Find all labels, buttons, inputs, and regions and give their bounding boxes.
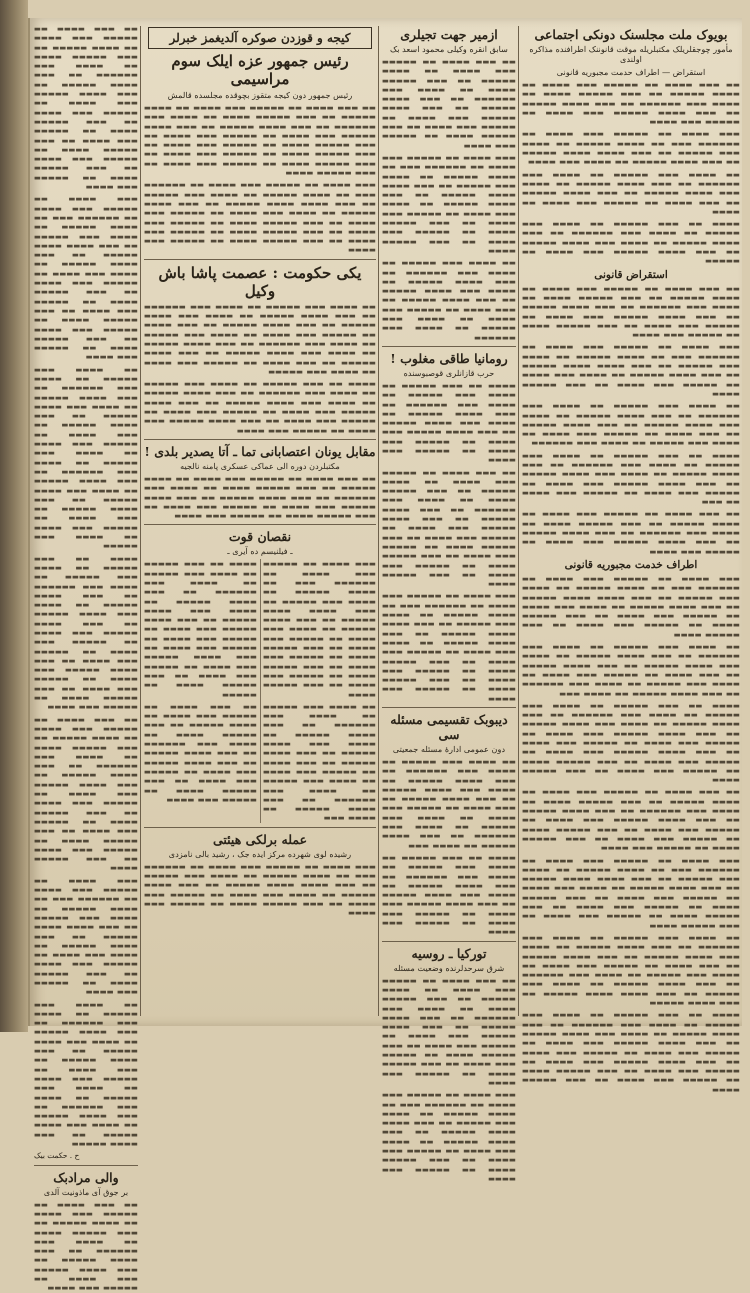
- article-body: ▬▬ ▬▬▬ ▬▬▬▬ ▬▬ ▬▬▬▬▬ ▬▬▬ ▬▬▬▬ ▬▬ ▬▬▬▬ ▬▬▬▬▬ ▬▬ ▬▬▬ ▬▬▬▬▬ ▬▬▬▬ ▬▬ ▬▬▬▬ ▬▬▬ ▬▬▬▬▬▬ ▬▬ ▬▬▬ ▬▬▬▬ ▬▬▬▬▬ ▬▬ ▬▬▬ ▬▬▬▬ ▬▬▬▬▬ ▬▬▬ ▬▬▬▬ ▬▬ ▬▬▬▬▬ ▬▬▬ ▬▬▬▬: [34, 1199, 138, 1293]
- column-left: [34, 24, 138, 1293]
- divider: [382, 346, 516, 347]
- column-rule: [518, 26, 519, 1016]
- headline-workers-union: عمله برلکی هیئتی: [212, 831, 308, 847]
- divider: [34, 1165, 138, 1166]
- nameplate-box: کیجه و قوزدن صوکره آلدیغمز خبرلر: [148, 27, 372, 49]
- headline-turkey-russia: تورکیا ـ روسیه: [411, 945, 487, 961]
- column-rule: [140, 26, 141, 1016]
- book-binding: [0, 0, 28, 1032]
- headline-assembly: بویوک ملت مجلسنک دونکی اجتماعی: [534, 27, 728, 42]
- divider: [382, 707, 516, 708]
- subheadline-greek-strike: مکتبلردن دوره الی عماکی عسکری پامنه نالجیه: [180, 460, 340, 471]
- article-body: ▬▬ ▬▬▬ ▬▬▬▬ ▬▬ ▬▬▬▬▬ ▬▬▬ ▬▬▬▬ ▬▬ ▬▬▬▬ ▬▬▬▬▬ ▬▬ ▬▬▬ ▬▬▬▬▬ ▬▬▬▬ ▬▬ ▬▬▬▬ ▬▬▬ ▬▬▬▬▬▬ ▬▬ ▬▬▬ ▬▬▬▬ ▬▬▬▬▬ ▬▬ ▬▬▬ ▬▬▬▬ ▬▬▬▬▬ ▬▬▬ ▬▬▬▬ ▬▬ ▬▬▬▬▬ ▬▬▬ ▬▬▬▬ ▬▬ ▬▬▬ ▬▬▬▬▬ ▬▬▬▬ ▬▬ ▬▬▬▬▬ ▬▬▬ ▬▬▬▬ ▬▬ ▬▬▬ ▬▬▬▬▬ ▬▬▬▬ ▬▬ ▬▬▬▬▬ ▬▬▬ ▬▬▬▬ ▬▬ ▬▬▬ ▬▬▬▬▬ ▬▬▬▬ ▬▬ ▬▬▬▬▬ ▬▬▬ ▬▬▬▬ ▬▬▬ ▬▬▬▬ ▬▬ ▬▬▬▬▬ ▬▬▬ ▬▬▬▬ ▬▬ ▬▬▬▬▬▬ ▬▬▬ ▬▬ ▬▬▬▬ ▬▬▬▬▬ ▬▬ ▬▬▬▬ ▬▬▬ ▬▬▬▬▬ ▬▬ ▬▬▬ ▬▬▬▬ ▬▬▬▬ ▬▬▬▬▬ ▬▬ ▬▬▬ ▬▬▬▬ ▬▬▬▬▬ ▬▬ ▬▬▬▬ ▬▬▬ ▬▬▬▬ ▬▬ ▬▬▬▬▬ ▬▬▬ ▬▬▬▬ ▬▬ ▬▬▬ ▬▬▬▬▬ ▬▬▬▬ ▬▬ ▬▬▬▬▬ ▬▬▬ ▬▬▬▬ ▬▬ ▬▬▬ ▬▬▬▬▬ ▬▬▬▬ ▬▬ ▬▬▬▬▬ ▬▬▬ ▬▬▬▬ ▬▬ ▬▬▬ ▬▬▬▬▬ ▬▬▬▬ ▬▬ ▬▬▬▬▬ ▬▬▬ ▬▬▬▬ ▬▬ ▬▬▬▬ ▬▬▬ ▬▬▬▬▬ ▬▬ ▬▬▬▬ ▬▬▬ ▬▬▬▬▬▬ ▬▬ ▬▬▬ ▬▬▬▬ ▬▬▬▬▬ ▬▬ ▬▬▬▬ ▬▬▬ ▬▬▬▬ ▬▬▬▬▬ ▬▬ ▬▬▬ ▬▬▬▬ ▬▬▬▬▬ ▬▬ ▬▬▬ ▬▬▬▬ ▬▬ ▬▬▬▬▬ ▬▬▬ ▬▬▬▬ ▬▬ ▬▬▬▬ ▬▬▬ ▬▬▬▬▬ ▬▬ ▬▬▬▬ ▬▬▬ ▬▬▬▬▬▬ ▬▬ ▬▬▬ ▬▬▬▬ ▬▬▬▬▬ ▬▬ ▬▬▬▬ ▬▬▬ ▬▬▬▬ ▬▬▬▬▬ ▬▬ ▬▬▬ ▬▬▬▬ ▬▬▬▬▬ ▬▬ ▬▬▬ ▬▬▬▬ ▬▬ ▬▬▬▬▬ ▬▬▬ ▬▬▬▬ ▬▬ ▬▬▬▬ ▬▬▬ ▬▬▬▬▬ ▬▬▬▬ ▬▬ ▬▬▬ ▬▬▬▬▬ ▬▬ ▬▬▬▬ ▬▬▬ ▬▬▬▬▬ ▬▬ ▬▬▬▬ ▬▬▬ ▬▬▬▬▬▬ ▬▬ ▬▬▬ ▬▬▬▬ ▬▬▬▬▬ ▬▬ ▬▬▬▬ ▬▬▬ ▬▬▬▬ ▬▬▬▬▬ ▬▬ ▬▬▬ ▬▬▬▬ ▬▬▬▬▬ ▬▬▬ ▬▬▬▬ ▬▬ ▬▬▬▬▬ ▬▬▬ ▬▬▬▬ ▬▬ ▬▬▬▬▬ ▬▬▬ ▬▬▬▬ ▬▬ ▬▬▬ ▬▬▬▬ ▬▬▬▬▬ ▬▬▬ ▬▬▬▬ ▬▬ ▬▬▬▬▬ ▬▬▬ ▬▬▬▬ ▬▬ ▬▬▬ ▬▬▬▬▬ ▬▬▬▬ ▬▬ ▬▬▬▬▬ ▬▬▬ ▬▬▬▬ ▬▬ ▬▬▬ ▬▬▬▬ ▬▬ ▬▬▬▬▬ ▬▬▬ ▬▬▬▬ ▬▬ ▬▬▬▬ ▬▬▬▬▬ ▬▬ ▬▬▬ ▬▬▬▬▬ ▬▬▬▬ ▬▬ ▬▬▬▬ ▬▬▬ ▬▬▬▬▬▬ ▬▬ ▬▬▬ ▬▬▬▬ ▬▬▬▬▬ ▬▬ ▬▬▬ ▬▬▬▬ ▬▬▬▬▬ ▬▬▬ ▬▬▬▬ ▬▬ ▬▬▬▬▬ ▬▬▬ ▬▬▬▬ ▬▬ ▬▬▬ ▬▬▬▬▬ ▬▬▬▬ ▬▬ ▬▬▬▬▬ ▬▬▬ ▬▬▬▬ ▬▬ ▬▬▬ ▬▬▬▬▬ ▬▬▬▬ ▬▬ ▬▬▬▬▬ ▬▬▬ ▬▬▬▬ ▬▬ ▬▬▬ ▬▬▬▬▬ ▬▬▬▬ ▬▬▬ ▬▬▬▬ ▬▬ ▬▬▬▬▬ ▬▬▬ ▬▬▬▬ ▬▬ ▬▬▬▬▬▬ ▬▬▬ ▬▬ ▬▬▬▬ ▬▬▬▬▬ ▬▬ ▬▬▬▬ ▬▬▬ ▬▬▬▬▬ ▬▬ ▬▬▬ ▬▬▬▬ ▬▬▬▬ ▬▬▬▬▬ ▬▬ ▬▬▬ ▬▬▬▬ ▬▬▬▬▬ ▬▬ ▬▬▬▬ ▬▬▬ ▬▬▬▬ ▬▬ ▬▬▬▬▬ ▬▬▬ ▬▬▬▬ ▬▬ ▬▬▬ ▬▬▬▬▬ ▬▬▬▬ ▬▬ ▬▬▬▬▬ ▬▬▬ ▬▬▬▬ ▬▬ ▬▬▬▬ ▬▬▬ ▬▬▬▬▬ ▬▬ ▬▬▬▬ ▬▬▬ ▬▬▬▬▬▬ ▬▬ ▬▬▬ ▬▬▬▬ ▬▬▬▬▬ ▬▬ ▬▬▬▬ ▬▬▬ ▬▬▬▬ ▬▬▬▬▬ ▬▬ ▬▬▬ ▬▬▬▬ ▬▬▬▬▬ ▬▬ ▬▬▬ ▬▬▬▬ ▬▬ ▬▬▬▬▬ ▬▬▬ ▬▬▬▬ ▬▬ ▬▬▬▬ ▬▬▬ ▬▬▬▬▬ ▬▬ ▬▬▬▬ ▬▬▬ ▬▬▬▬▬▬ ▬▬ ▬▬▬ ▬▬▬▬ ▬▬▬▬▬ ▬▬ ▬▬▬▬ ▬▬▬ ▬▬▬▬ ▬▬▬▬▬ ▬▬ ▬▬▬ ▬▬▬▬ ▬▬▬▬▬: [34, 24, 138, 1149]
- author-signature: ح . حکمت بیک: [34, 1151, 80, 1161]
- article-body: ▬▬▬ ▬▬▬▬ ▬▬ ▬▬▬▬▬ ▬▬▬ ▬▬▬▬ ▬▬ ▬▬▬▬▬▬ ▬▬▬ ▬▬ ▬▬▬▬ ▬▬▬▬▬ ▬▬ ▬▬▬▬ ▬▬▬ ▬▬▬▬▬ ▬▬ ▬▬▬ ▬▬▬▬ ▬▬▬▬ ▬▬▬▬▬ ▬▬ ▬▬▬ ▬▬▬▬ ▬▬▬▬▬ ▬▬ ▬▬▬▬ ▬▬▬ ▬▬▬▬ ▬▬ ▬▬▬▬▬ ▬▬▬ ▬▬▬▬ ▬▬ ▬▬▬ ▬▬▬▬▬ ▬▬▬▬ ▬▬ ▬▬▬▬▬ ▬▬▬ ▬▬▬▬ ▬▬ ▬▬▬ ▬▬▬▬▬ ▬▬▬▬ ▬▬ ▬▬▬▬ ▬▬▬ ▬▬▬▬▬ ▬▬ ▬▬▬▬ ▬▬▬ ▬▬▬▬▬▬ ▬▬ ▬▬▬ ▬▬▬▬ ▬▬▬▬▬ ▬▬ ▬▬▬▬ ▬▬▬ ▬▬▬▬ ▬▬▬▬▬ ▬▬ ▬▬▬ ▬▬▬▬ ▬▬▬▬▬ ▬▬ ▬▬▬ ▬▬▬▬ ▬▬ ▬▬▬▬▬ ▬▬▬ ▬▬▬▬ ▬▬ ▬▬▬▬ ▬▬▬ ▬▬▬▬▬ ▬▬ ▬▬▬▬ ▬▬▬ ▬▬▬▬▬▬ ▬▬ ▬▬▬ ▬▬▬▬ ▬▬▬▬▬ ▬▬ ▬▬▬▬ ▬▬▬ ▬▬▬▬ ▬▬ ▬▬▬ ▬▬▬▬▬ ▬▬ ▬▬▬▬ ▬▬▬ ▬▬▬▬▬ ▬▬ ▬▬▬▬ ▬▬▬ ▬▬▬▬▬▬ ▬▬ ▬▬▬ ▬▬▬▬ ▬▬▬▬▬ ▬▬ ▬▬▬▬ ▬▬▬ ▬▬▬▬ ▬▬▬▬▬ ▬▬ ▬▬▬ ▬▬▬▬ ▬▬▬▬▬ ▬▬▬ ▬▬▬▬ ▬▬ ▬▬▬▬▬ ▬▬▬ ▬▬▬▬ ▬▬ ▬▬▬▬▬ ▬▬▬ ▬▬▬▬ ▬▬ ▬▬▬ ▬▬▬▬ ▬▬▬▬▬ ▬▬▬ ▬▬▬▬ ▬▬ ▬▬▬▬▬ ▬▬▬ ▬▬▬▬ ▬▬ ▬▬▬ ▬▬▬▬▬ ▬▬▬▬ ▬▬ ▬▬▬▬▬ ▬▬▬ ▬▬▬▬ ▬▬ ▬▬▬ ▬▬▬▬▬ ▬▬▬▬ ▬▬ ▬▬▬ ▬▬▬▬ ▬▬ ▬▬▬▬▬ ▬▬▬ ▬▬▬▬ ▬▬ ▬▬▬▬ ▬▬▬▬▬ ▬▬ ▬▬▬ ▬▬▬▬▬ ▬▬▬▬ ▬▬ ▬▬▬▬ ▬▬▬ ▬▬▬▬▬▬ ▬▬ ▬▬▬ ▬▬▬▬ ▬▬▬▬▬ ▬▬ ▬▬▬ ▬▬▬▬ ▬▬▬▬▬ ▬▬▬ ▬▬▬▬ ▬▬ ▬▬▬▬▬ ▬▬▬ ▬▬▬▬ ▬▬ ▬▬▬ ▬▬▬▬▬ ▬▬▬▬ ▬▬ ▬▬▬▬▬ ▬▬▬ ▬▬▬▬ ▬▬ ▬▬▬ ▬▬▬▬▬ ▬▬▬▬ ▬▬ ▬▬▬▬▬ ▬▬▬ ▬▬▬▬ ▬▬▬ ▬▬▬▬ ▬▬ ▬▬▬▬▬ ▬▬▬ ▬▬▬▬ ▬▬ ▬▬▬▬▬▬ ▬▬▬ ▬▬ ▬▬▬▬ ▬▬▬▬▬ ▬▬ ▬▬▬▬ ▬▬▬ ▬▬▬▬▬ ▬▬ ▬▬▬ ▬▬▬▬ ▬▬▬▬ ▬▬▬▬▬ ▬▬ ▬▬▬ ▬▬▬▬ ▬▬▬▬▬ ▬▬ ▬▬▬▬ ▬▬▬ ▬▬▬▬ ▬▬ ▬▬▬▬▬ ▬▬▬ ▬▬▬▬ ▬▬ ▬▬▬ ▬▬▬▬▬ ▬▬▬▬ ▬▬ ▬▬▬▬▬ ▬▬▬ ▬▬▬▬ ▬▬ ▬▬▬ ▬▬▬▬▬ ▬▬▬▬ ▬▬ ▬▬▬▬▬ ▬▬▬ ▬▬▬▬ ▬▬ ▬▬▬ ▬▬▬▬▬ ▬▬▬▬ ▬▬ ▬▬▬▬ ▬▬▬ ▬▬▬▬▬ ▬▬ ▬▬▬▬ ▬▬▬ ▬▬▬▬▬▬ ▬▬ ▬▬▬ ▬▬▬▬ ▬▬▬▬▬ ▬▬ ▬▬▬▬ ▬▬▬ ▬▬▬▬ ▬▬▬▬▬ ▬▬ ▬▬▬ ▬▬▬▬ ▬▬▬▬▬ ▬▬ ▬▬▬ ▬▬▬▬ ▬▬ ▬▬▬▬▬ ▬▬▬ ▬▬▬▬ ▬▬ ▬▬▬▬ ▬▬▬ ▬▬▬▬▬ ▬▬ ▬▬▬▬ ▬▬▬ ▬▬▬▬▬▬ ▬▬ ▬▬▬ ▬▬▬▬ ▬▬▬▬▬ ▬▬ ▬▬▬▬ ▬▬▬ ▬▬▬▬▬ ▬▬ ▬▬▬ ▬▬▬▬ ▬▬▬▬ ▬▬▬▬▬ ▬▬ ▬▬▬ ▬▬▬▬ ▬▬▬▬▬ ▬▬▬▬ ▬▬ ▬▬▬ ▬▬▬▬▬ ▬▬ ▬▬▬▬ ▬▬▬ ▬▬▬▬▬ ▬▬ ▬▬▬▬ ▬▬▬ ▬▬▬▬▬▬ ▬▬ ▬▬▬ ▬▬▬▬ ▬▬▬▬▬ ▬▬ ▬▬▬▬ ▬▬▬ ▬▬▬▬ ▬▬▬▬▬ ▬▬ ▬▬▬ ▬▬▬▬ ▬▬▬▬▬ ▬▬▬ ▬▬▬▬ ▬▬ ▬▬▬▬▬ ▬▬▬ ▬▬▬▬ ▬▬ ▬▬▬▬▬ ▬▬▬ ▬▬▬▬ ▬▬ ▬▬▬ ▬▬▬▬ ▬▬▬▬▬ ▬▬▬ ▬▬▬▬ ▬▬ ▬▬▬▬▬ ▬▬▬ ▬▬▬▬ ▬▬ ▬▬▬ ▬▬▬▬▬ ▬▬▬▬ ▬▬ ▬▬▬▬▬ ▬▬▬ ▬▬▬▬ ▬▬ ▬▬▬ ▬▬▬▬▬ ▬▬▬▬: [522, 573, 740, 1094]
- section-heading: اطراف خدمت مجبوریه قانونی: [564, 558, 698, 571]
- article-body: ▬▬ ▬▬▬ ▬▬▬▬ ▬▬ ▬▬▬▬▬ ▬▬▬ ▬▬▬▬ ▬▬ ▬▬▬▬ ▬▬▬▬▬ ▬▬ ▬▬▬ ▬▬▬▬▬ ▬▬▬▬ ▬▬ ▬▬▬▬ ▬▬▬ ▬▬▬▬▬▬ ▬▬ ▬▬▬ ▬▬▬▬ ▬▬▬▬▬ ▬▬ ▬▬▬ ▬▬▬▬ ▬▬▬▬▬ ▬▬▬ ▬▬▬▬ ▬▬ ▬▬▬▬▬ ▬▬▬ ▬▬▬▬ ▬▬ ▬▬▬ ▬▬▬▬▬ ▬▬▬▬ ▬▬ ▬▬▬▬▬ ▬▬▬ ▬▬▬▬ ▬▬ ▬▬▬ ▬▬▬▬▬ ▬▬▬▬ ▬▬ ▬▬▬▬▬ ▬▬▬ ▬▬▬▬ ▬▬ ▬▬▬ ▬▬▬▬▬ ▬▬▬▬ ▬▬ ▬▬▬▬▬ ▬▬▬ ▬▬▬▬ ▬▬ ▬▬▬ ▬▬▬▬▬ ▬▬▬▬ ▬▬▬ ▬▬▬▬ ▬▬ ▬▬▬▬▬ ▬▬▬ ▬▬▬▬ ▬▬ ▬▬▬▬▬▬ ▬▬▬ ▬▬ ▬▬▬▬ ▬▬▬▬▬ ▬▬ ▬▬▬▬ ▬▬▬ ▬▬▬▬▬ ▬▬ ▬▬▬ ▬▬▬▬ ▬▬▬▬ ▬▬▬▬▬ ▬▬ ▬▬▬ ▬▬▬▬ ▬▬▬▬▬ ▬▬ ▬▬▬▬ ▬▬▬ ▬▬▬▬ ▬▬ ▬▬▬▬▬ ▬▬▬ ▬▬▬▬ ▬▬ ▬▬▬ ▬▬▬▬▬ ▬▬▬▬ ▬▬ ▬▬▬▬▬ ▬▬▬ ▬▬▬▬ ▬▬ ▬▬▬ ▬▬▬▬▬ ▬▬▬▬ ▬▬ ▬▬▬▬▬ ▬▬▬ ▬▬▬▬ ▬▬ ▬▬▬ ▬▬▬▬▬ ▬▬▬▬ ▬▬ ▬▬▬▬▬ ▬▬▬ ▬▬▬▬: [144, 103, 376, 255]
- article-body: ▬▬▬▬ ▬▬ ▬▬▬ ▬▬▬▬▬ ▬▬ ▬▬▬▬ ▬▬▬ ▬▬▬▬▬ ▬▬ ▬▬▬▬ ▬▬▬ ▬▬▬▬▬▬ ▬▬ ▬▬▬ ▬▬▬▬ ▬▬▬▬▬ ▬▬ ▬▬▬▬ ▬▬▬ ▬▬▬▬ ▬▬▬▬▬ ▬▬ ▬▬▬ ▬▬▬▬ ▬▬▬▬▬ ▬▬▬ ▬▬▬▬ ▬▬ ▬▬▬▬▬ ▬▬▬ ▬▬▬▬ ▬▬ ▬▬▬▬▬ ▬▬▬ ▬▬▬▬ ▬▬ ▬▬▬ ▬▬▬▬ ▬▬ ▬▬▬▬▬ ▬▬▬ ▬▬▬▬ ▬▬ ▬▬▬▬ ▬▬▬▬▬ ▬▬ ▬▬▬ ▬▬▬▬▬ ▬▬▬▬ ▬▬ ▬▬▬▬ ▬▬▬ ▬▬▬▬▬▬ ▬▬ ▬▬▬ ▬▬▬▬ ▬▬▬▬▬ ▬▬ ▬▬▬ ▬▬▬▬ ▬▬▬▬▬ ▬▬▬ ▬▬▬▬ ▬▬ ▬▬▬▬▬ ▬▬▬ ▬▬▬▬ ▬▬ ▬▬▬ ▬▬▬▬▬ ▬▬▬▬ ▬▬ ▬▬▬▬▬ ▬▬▬ ▬▬▬▬ ▬▬ ▬▬▬ ▬▬▬▬▬ ▬▬▬▬ ▬▬ ▬▬▬▬▬ ▬▬▬ ▬▬▬▬ ▬▬ ▬▬▬ ▬▬▬▬▬ ▬▬▬▬ ▬▬▬ ▬▬▬▬ ▬▬ ▬▬▬▬▬ ▬▬▬ ▬▬▬▬ ▬▬ ▬▬▬▬▬▬ ▬▬▬ ▬▬ ▬▬▬▬ ▬▬▬▬▬ ▬▬ ▬▬▬▬ ▬▬▬ ▬▬▬▬▬ ▬▬ ▬▬▬ ▬▬▬▬ ▬▬▬▬ ▬▬▬▬▬ ▬▬ ▬▬▬ ▬▬▬▬ ▬▬▬▬▬ ▬▬ ▬▬▬▬ ▬▬▬ ▬▬▬▬ ▬▬ ▬▬▬▬▬ ▬▬▬ ▬▬▬▬ ▬▬ ▬▬▬ ▬▬▬▬▬ ▬▬▬▬ ▬▬ ▬▬▬▬▬ ▬▬▬ ▬▬▬▬ ▬▬ ▬▬▬ ▬▬▬▬▬ ▬▬▬▬ ▬▬ ▬▬▬▬▬ ▬▬▬ ▬▬▬▬: [382, 380, 516, 703]
- headline-lack-of-power: نقصان قوت: [228, 529, 292, 545]
- column-center-left: [144, 24, 376, 1024]
- headline-government: یکی حکومت : عصمت پاشا باش وکیل: [158, 263, 362, 300]
- article-body: ▬▬ ▬▬▬ ▬▬▬▬ ▬▬ ▬▬▬▬▬ ▬▬▬ ▬▬▬▬ ▬▬ ▬▬▬▬ ▬▬▬▬▬ ▬▬ ▬▬▬ ▬▬▬▬▬ ▬▬▬▬ ▬▬ ▬▬▬▬ ▬▬▬ ▬▬▬▬▬▬ ▬▬ ▬▬▬ ▬▬▬▬ ▬▬▬▬▬ ▬▬ ▬▬▬ ▬▬▬▬ ▬▬▬▬▬ ▬▬▬ ▬▬▬▬ ▬▬ ▬▬▬▬▬ ▬▬▬ ▬▬▬▬ ▬▬ ▬▬▬ ▬▬▬▬▬ ▬▬▬▬ ▬▬ ▬▬▬▬▬ ▬▬▬ ▬▬▬▬ ▬▬▬ ▬▬▬▬ ▬▬ ▬▬▬▬▬ ▬▬▬ ▬▬▬▬ ▬▬ ▬▬▬▬▬▬ ▬▬▬ ▬▬ ▬▬▬▬ ▬▬▬▬▬ ▬▬ ▬▬▬▬ ▬▬▬ ▬▬▬▬▬ ▬▬ ▬▬▬ ▬▬▬▬ ▬▬▬▬ ▬▬▬▬▬ ▬▬ ▬▬▬ ▬▬▬▬ ▬▬▬▬▬ ▬▬ ▬▬▬▬ ▬▬▬ ▬▬▬▬ ▬▬ ▬▬▬▬▬ ▬▬▬ ▬▬▬▬ ▬▬ ▬▬▬ ▬▬▬▬▬ ▬▬▬▬ ▬▬ ▬▬▬▬▬ ▬▬▬ ▬▬▬▬ ▬▬ ▬▬▬ ▬▬▬▬▬ ▬▬▬▬ ▬▬ ▬▬▬▬ ▬▬▬ ▬▬▬▬▬ ▬▬ ▬▬▬▬ ▬▬▬ ▬▬▬▬▬▬ ▬▬ ▬▬▬ ▬▬▬▬ ▬▬▬▬▬ ▬▬ ▬▬▬▬ ▬▬▬ ▬▬▬▬ ▬▬▬▬▬ ▬▬ ▬▬▬ ▬▬▬▬ ▬▬▬▬▬ ▬▬ ▬▬▬ ▬▬▬▬ ▬▬ ▬▬▬▬▬ ▬▬▬ ▬▬▬▬ ▬▬ ▬▬▬▬ ▬▬▬ ▬▬▬▬▬ ▬▬ ▬▬▬▬ ▬▬▬ ▬▬▬▬▬▬: [382, 57, 516, 342]
- article-body: ▬▬ ▬▬▬ ▬▬▬▬ ▬▬ ▬▬▬▬▬ ▬▬▬ ▬▬▬▬ ▬▬ ▬▬▬▬ ▬▬▬▬▬ ▬▬ ▬▬▬ ▬▬▬▬▬ ▬▬▬▬ ▬▬ ▬▬▬▬ ▬▬▬ ▬▬▬▬▬▬ ▬▬ ▬▬▬ ▬▬▬▬ ▬▬▬▬▬ ▬▬ ▬▬▬ ▬▬▬▬ ▬▬▬▬▬ ▬▬▬ ▬▬▬▬ ▬▬ ▬▬▬▬▬ ▬▬▬ ▬▬▬▬ ▬▬▬ ▬▬▬▬ ▬▬ ▬▬▬▬▬ ▬▬▬ ▬▬▬▬ ▬▬ ▬▬▬▬▬▬ ▬▬▬ ▬▬ ▬▬▬▬ ▬▬▬▬▬ ▬▬ ▬▬▬▬ ▬▬▬ ▬▬▬▬▬ ▬▬ ▬▬▬ ▬▬▬▬ ▬▬▬▬ ▬▬▬▬▬ ▬▬ ▬▬▬ ▬▬▬▬ ▬▬▬▬▬ ▬▬ ▬▬▬▬ ▬▬▬ ▬▬▬▬ ▬▬ ▬▬▬▬ ▬▬▬ ▬▬▬▬▬ ▬▬ ▬▬▬▬ ▬▬▬ ▬▬▬▬▬▬ ▬▬ ▬▬▬ ▬▬▬▬ ▬▬▬▬▬ ▬▬ ▬▬▬▬ ▬▬▬ ▬▬▬▬ ▬▬▬▬▬ ▬▬ ▬▬▬ ▬▬▬▬ ▬▬▬▬▬ ▬▬ ▬▬▬ ▬▬▬▬ ▬▬ ▬▬▬▬▬ ▬▬▬ ▬▬▬▬ ▬▬ ▬▬▬▬ ▬▬▬▬ ▬▬ ▬▬▬ ▬▬▬▬▬ ▬▬ ▬▬▬▬ ▬▬▬ ▬▬▬▬▬ ▬▬ ▬▬▬▬ ▬▬▬ ▬▬▬▬▬▬ ▬▬ ▬▬▬ ▬▬▬▬ ▬▬▬▬▬ ▬▬ ▬▬▬▬ ▬▬▬ ▬▬▬▬ ▬▬▬▬▬ ▬▬ ▬▬▬ ▬▬▬▬ ▬▬▬▬▬ ▬▬▬ ▬▬▬▬ ▬▬ ▬▬▬▬▬: [522, 80, 740, 266]
- divider: [144, 259, 376, 260]
- headline-governor: والی مرادبک: [53, 1169, 119, 1185]
- article-body: ▬▬ ▬▬▬ ▬▬▬▬ ▬▬ ▬▬▬▬▬ ▬▬▬ ▬▬▬▬ ▬▬ ▬▬▬▬ ▬▬▬▬▬ ▬▬ ▬▬▬ ▬▬▬▬▬ ▬▬▬▬ ▬▬ ▬▬▬▬ ▬▬▬ ▬▬▬▬▬▬ ▬▬ ▬▬▬ ▬▬▬▬ ▬▬▬▬▬ ▬▬ ▬▬▬ ▬▬▬▬ ▬▬▬▬▬ ▬▬▬ ▬▬▬▬ ▬▬ ▬▬▬▬▬ ▬▬▬ ▬▬▬▬ ▬▬ ▬▬▬ ▬▬▬▬▬ ▬▬▬▬ ▬▬ ▬▬▬▬▬ ▬▬▬ ▬▬▬▬: [144, 473, 376, 521]
- section-heading: استقراض قانونی: [594, 268, 668, 281]
- headline-izmir: ازمیر جهت تجیلری: [400, 27, 498, 42]
- headline-romania: رومانیا طاقی مغلوب !: [390, 350, 508, 366]
- subheadline-dividing: دون عمومی ادارۀ مسئله جمعیتی: [392, 744, 506, 754]
- divider: [382, 941, 516, 942]
- divider: [144, 439, 376, 440]
- article-body: ▬▬ ▬▬▬▬ ▬▬▬ ▬▬▬▬▬ ▬▬ ▬▬▬▬ ▬▬▬ ▬▬▬▬▬▬ ▬▬ ▬▬▬ ▬▬▬▬ ▬▬▬▬▬ ▬▬ ▬▬▬▬ ▬▬▬ ▬▬▬▬ ▬▬▬▬▬ ▬▬ ▬▬▬ ▬▬▬▬ ▬▬▬▬▬ ▬▬ ▬▬▬ ▬▬▬▬ ▬▬ ▬▬▬▬▬ ▬▬▬ ▬▬▬▬ ▬▬ ▬▬▬▬ ▬▬▬ ▬▬▬▬▬ ▬▬ ▬▬▬▬ ▬▬▬ ▬▬▬▬▬▬ ▬▬ ▬▬▬ ▬▬▬▬ ▬▬▬▬▬ ▬▬ ▬▬▬▬ ▬▬▬ ▬▬▬▬ ▬▬▬▬▬ ▬▬ ▬▬▬ ▬▬▬▬ ▬▬▬▬▬ ▬▬ ▬▬▬ ▬▬▬▬ ▬▬ ▬▬▬▬▬ ▬▬▬ ▬▬▬▬ ▬▬ ▬▬▬▬ ▬▬▬ ▬▬▬▬▬ ▬▬▬▬ ▬▬ ▬▬▬ ▬▬▬▬▬ ▬▬ ▬▬▬▬ ▬▬▬ ▬▬▬▬▬ ▬▬ ▬▬▬▬ ▬▬▬ ▬▬▬▬▬▬ ▬▬ ▬▬▬ ▬▬▬▬ ▬▬▬▬▬ ▬▬ ▬▬▬▬ ▬▬▬ ▬▬▬▬ ▬▬▬▬▬ ▬▬ ▬▬▬ ▬▬▬▬ ▬▬▬▬▬ ▬▬▬ ▬▬▬▬ ▬▬ ▬▬▬▬▬ ▬▬▬ ▬▬▬▬ ▬▬ ▬▬▬▬▬ ▬▬▬ ▬▬▬▬ ▬▬ ▬▬▬ ▬▬▬▬ ▬▬▬▬▬ ▬▬▬ ▬▬▬▬ ▬▬ ▬▬▬▬▬ ▬▬▬ ▬▬▬▬: [144, 301, 376, 435]
- divider: [144, 524, 376, 525]
- subheadline-assembly: مأمور چوجقلریلک مکتبلریله موقت قانوننک اطرافنده مذاکره اولندی: [529, 44, 733, 64]
- headline-president: رئیس جمهور عزه ایلک سوم مراسیمی: [171, 52, 349, 88]
- column-right: [522, 24, 740, 1094]
- subheadline-president: رئیس جمهور دون کیجه متقوز بچوقده مجلسده قالمش: [167, 90, 353, 100]
- article-body: ▬▬ ▬▬▬ ▬▬▬▬ ▬▬ ▬▬▬▬▬ ▬▬▬ ▬▬▬▬ ▬▬ ▬▬▬▬ ▬▬▬▬▬ ▬▬ ▬▬▬ ▬▬▬▬▬ ▬▬▬▬ ▬▬ ▬▬▬▬ ▬▬▬ ▬▬▬▬▬▬ ▬▬ ▬▬▬ ▬▬▬▬ ▬▬▬▬▬ ▬▬ ▬▬▬ ▬▬▬▬ ▬▬▬▬▬ ▬▬▬ ▬▬▬▬ ▬▬ ▬▬▬▬▬ ▬▬▬ ▬▬▬▬ ▬▬ ▬▬▬ ▬▬▬▬▬ ▬▬▬▬ ▬▬ ▬▬▬▬▬ ▬▬▬ ▬▬▬▬ ▬▬ ▬▬▬ ▬▬▬▬▬ ▬▬▬▬ ▬▬ ▬▬▬▬▬ ▬▬▬ ▬▬▬▬ ▬▬▬ ▬▬▬▬ ▬▬ ▬▬▬▬▬ ▬▬▬ ▬▬▬▬ ▬▬ ▬▬▬▬▬▬ ▬▬▬ ▬▬ ▬▬▬▬ ▬▬▬▬▬ ▬▬ ▬▬▬▬ ▬▬▬ ▬▬▬▬▬ ▬▬ ▬▬▬ ▬▬▬▬ ▬▬▬▬ ▬▬▬▬▬ ▬▬ ▬▬▬ ▬▬▬▬ ▬▬▬▬▬ ▬▬ ▬▬▬▬ ▬▬▬ ▬▬▬▬ ▬▬ ▬▬▬▬▬ ▬▬▬ ▬▬▬▬ ▬▬ ▬▬▬ ▬▬▬▬▬ ▬▬▬▬ ▬▬ ▬▬▬▬▬ ▬▬▬ ▬▬▬▬: [382, 975, 516, 1183]
- headline-greek-strike: مقابل یونان اعتصابانی تما ـ آتا یصدیر بلدی !: [144, 443, 376, 459]
- subheadline-turkey-russia: شرق سرحدلرنده وضعیت مسئله: [393, 962, 505, 973]
- subheadline-workers-union: رشیده لوی شهرده مرکز ایده جک ، رشید بالی نامزدی: [168, 848, 352, 859]
- article-body: ▬▬ ▬▬▬ ▬▬▬▬ ▬▬ ▬▬▬▬▬ ▬▬▬ ▬▬▬▬ ▬▬ ▬▬▬▬ ▬▬▬▬▬ ▬▬ ▬▬▬ ▬▬▬▬▬ ▬▬▬▬ ▬▬ ▬▬▬▬ ▬▬▬ ▬▬▬▬▬▬ ▬▬ ▬▬▬ ▬▬▬▬ ▬▬▬▬▬ ▬▬ ▬▬▬ ▬▬▬▬ ▬▬▬▬▬ ▬▬▬ ▬▬▬▬ ▬▬ ▬▬▬▬▬ ▬▬▬ ▬▬▬▬ ▬▬ ▬▬▬ ▬▬▬▬▬ ▬▬▬▬ ▬▬ ▬▬▬▬▬ ▬▬▬ ▬▬▬▬ ▬▬▬ ▬▬▬▬ ▬▬ ▬▬▬▬▬ ▬▬▬ ▬▬▬▬ ▬▬ ▬▬▬▬▬▬ ▬▬▬ ▬▬ ▬▬▬▬ ▬▬▬▬▬ ▬▬ ▬▬▬▬ ▬▬▬ ▬▬▬▬▬ ▬▬ ▬▬▬ ▬▬▬▬ ▬▬▬▬ ▬▬▬▬▬ ▬▬ ▬▬▬ ▬▬▬▬ ▬▬▬▬▬ ▬▬ ▬▬▬▬ ▬▬▬ ▬▬▬▬ ▬▬ ▬▬▬▬▬ ▬▬▬ ▬▬▬▬ ▬▬ ▬▬▬ ▬▬▬▬▬ ▬▬▬▬ ▬▬ ▬▬▬▬ ▬▬▬ ▬▬▬▬▬ ▬▬ ▬▬▬▬ ▬▬▬ ▬▬▬▬▬▬ ▬▬ ▬▬▬ ▬▬▬▬ ▬▬▬▬▬ ▬▬ ▬▬▬▬ ▬▬▬ ▬▬▬▬ ▬▬▬▬▬ ▬▬ ▬▬▬ ▬▬▬▬ ▬▬▬▬▬ ▬▬ ▬▬▬ ▬▬▬▬ ▬▬ ▬▬▬▬▬ ▬▬▬ ▬▬▬▬ ▬▬ ▬▬▬▬ ▬▬▬ ▬▬▬▬▬ ▬▬ ▬▬▬▬ ▬▬▬ ▬▬▬▬▬▬ ▬▬▬▬ ▬▬ ▬▬▬ ▬▬▬▬▬ ▬▬ ▬▬▬▬ ▬▬▬ ▬▬▬▬▬ ▬▬ ▬▬▬▬ ▬▬▬ ▬▬▬▬▬▬ ▬▬ ▬▬▬ ▬▬▬▬ ▬▬▬▬▬ ▬▬ ▬▬▬▬ ▬▬▬ ▬▬▬▬ ▬▬▬▬▬ ▬▬ ▬▬▬ ▬▬▬▬ ▬▬▬▬▬ ▬▬▬ ▬▬▬▬ ▬▬ ▬▬▬▬▬ ▬▬▬ ▬▬▬▬ ▬▬ ▬▬▬▬▬ ▬▬▬ ▬▬▬▬ ▬▬ ▬▬▬ ▬▬ ▬▬▬ ▬▬▬▬ ▬▬ ▬▬▬▬▬ ▬▬▬ ▬▬▬▬ ▬▬ ▬▬▬▬ ▬▬▬▬▬ ▬▬ ▬▬▬ ▬▬▬▬▬ ▬▬▬▬ ▬▬ ▬▬▬▬ ▬▬▬ ▬▬▬▬▬▬ ▬▬ ▬▬▬ ▬▬▬▬ ▬▬▬▬▬ ▬▬ ▬▬▬ ▬▬▬▬ ▬▬▬▬▬ ▬▬▬ ▬▬▬▬ ▬▬ ▬▬▬▬▬ ▬▬▬ ▬▬▬▬: [522, 283, 740, 556]
- subheadline-romania: حرب قازانلری قوصبوسنده: [403, 367, 495, 378]
- article-body: ▬▬▬ ▬▬▬▬ ▬▬ ▬▬▬▬▬ ▬▬▬ ▬▬▬▬ ▬▬ ▬▬▬▬▬▬ ▬▬▬ ▬▬ ▬▬▬▬ ▬▬▬▬▬ ▬▬ ▬▬▬▬ ▬▬▬ ▬▬▬▬▬ ▬▬ ▬▬▬ ▬▬▬▬ ▬▬▬▬ ▬▬▬▬▬ ▬▬ ▬▬▬ ▬▬▬▬ ▬▬▬▬▬ ▬▬ ▬▬▬▬ ▬▬▬ ▬▬▬▬ ▬▬ ▬▬▬▬▬ ▬▬▬ ▬▬▬▬ ▬▬ ▬▬▬ ▬▬▬▬▬ ▬▬▬▬ ▬▬ ▬▬▬▬▬ ▬▬▬ ▬▬▬▬: [144, 861, 376, 918]
- column-rule: [378, 26, 379, 1016]
- article-body: ▬▬ ▬▬▬▬ ▬▬▬ ▬▬▬▬▬ ▬▬ ▬▬▬▬ ▬▬▬ ▬▬▬▬▬▬ ▬▬ ▬▬▬ ▬▬▬▬ ▬▬▬▬▬ ▬▬ ▬▬▬▬ ▬▬▬ ▬▬▬▬ ▬▬▬▬▬ ▬▬ ▬▬▬ ▬▬▬▬ ▬▬▬▬▬ ▬▬ ▬▬▬ ▬▬▬▬ ▬▬ ▬▬▬▬▬ ▬▬▬ ▬▬▬▬ ▬▬ ▬▬▬▬ ▬▬▬ ▬▬▬▬▬ ▬▬ ▬▬▬▬ ▬▬▬ ▬▬▬▬▬▬ ▬▬ ▬▬▬ ▬▬▬▬ ▬▬▬▬▬ ▬▬ ▬▬▬▬ ▬▬▬ ▬▬▬▬ ▬▬ ▬▬▬ ▬▬▬▬▬ ▬▬ ▬▬▬▬ ▬▬▬ ▬▬▬▬▬ ▬▬ ▬▬▬▬ ▬▬▬ ▬▬▬▬▬▬ ▬▬ ▬▬▬ ▬▬▬▬ ▬▬▬▬▬ ▬▬ ▬▬▬▬ ▬▬▬ ▬▬▬▬ ▬▬▬▬▬ ▬▬ ▬▬▬ ▬▬▬▬ ▬▬▬▬▬ ▬▬▬ ▬▬▬▬ ▬▬ ▬▬▬▬▬ ▬▬▬ ▬▬▬▬ ▬▬ ▬▬▬▬▬ ▬▬▬ ▬▬▬▬: [382, 757, 516, 937]
- article-body: ▬▬▬ ▬▬▬▬ ▬▬ ▬▬▬▬▬ ▬▬▬ ▬▬▬▬ ▬▬ ▬▬▬▬▬▬ ▬▬▬ ▬▬ ▬▬▬▬ ▬▬▬▬▬ ▬▬ ▬▬▬▬ ▬▬▬ ▬▬▬▬▬ ▬▬ ▬▬▬ ▬▬▬▬ ▬▬▬▬ ▬▬▬▬▬ ▬▬ ▬▬▬ ▬▬▬▬ ▬▬▬▬▬ ▬▬ ▬▬▬▬ ▬▬▬ ▬▬▬▬ ▬▬ ▬▬▬▬▬ ▬▬▬ ▬▬▬▬ ▬▬ ▬▬▬ ▬▬▬▬▬ ▬▬▬▬ ▬▬ ▬▬▬▬▬ ▬▬▬ ▬▬▬▬ ▬▬ ▬▬▬ ▬▬▬▬▬ ▬▬▬▬ ▬▬ ▬▬▬▬▬ ▬▬▬ ▬▬▬▬ ▬▬ ▬▬▬ ▬▬▬▬▬ ▬▬▬▬ ▬▬ ▬▬▬▬ ▬▬▬ ▬▬▬▬▬ ▬▬ ▬▬▬▬ ▬▬▬ ▬▬▬▬▬▬ ▬▬ ▬▬▬ ▬▬▬▬ ▬▬▬▬▬ ▬▬ ▬▬▬▬ ▬▬▬ ▬▬▬▬ ▬▬▬▬▬ ▬▬ ▬▬▬ ▬▬▬▬ ▬▬▬▬▬ ▬▬ ▬▬▬ ▬▬▬▬ ▬▬ ▬▬▬▬▬ ▬▬▬ ▬▬▬▬ ▬▬ ▬▬▬▬ ▬▬▬ ▬▬▬▬▬ ▬▬ ▬▬▬▬ ▬▬▬ ▬▬▬▬▬▬ ▬▬ ▬▬▬ ▬▬▬▬ ▬▬▬▬▬ ▬▬ ▬▬▬▬ ▬▬▬ ▬▬▬▬ ▬▬ ▬▬▬ ▬▬▬▬▬ ▬▬ ▬▬▬▬ ▬▬▬ ▬▬▬▬▬ ▬▬ ▬▬▬▬ ▬▬▬ ▬▬▬▬▬▬ ▬▬ ▬▬▬ ▬▬▬▬ ▬▬▬▬▬ ▬▬ ▬▬▬▬ ▬▬▬ ▬▬▬▬ ▬▬▬▬▬ ▬▬ ▬▬▬ ▬▬▬▬ ▬▬▬▬▬ ▬▬▬ ▬▬▬▬ ▬▬ ▬▬▬▬▬ ▬▬▬ ▬▬▬▬ ▬▬ ▬▬▬▬▬ ▬▬▬ ▬▬▬▬ ▬▬ ▬▬▬ ▬▬▬▬ ▬▬▬▬▬ ▬▬▬ ▬▬▬▬ ▬▬ ▬▬▬▬▬ ▬▬▬ ▬▬▬▬ ▬▬ ▬▬▬ ▬▬▬▬▬ ▬▬▬▬ ▬▬ ▬▬▬▬▬ ▬▬ ▬▬▬ ▬▬▬▬ ▬▬ ▬▬▬▬▬ ▬▬▬ ▬▬▬▬ ▬▬ ▬▬▬▬ ▬▬▬▬▬ ▬▬ ▬▬▬ ▬▬▬▬▬ ▬▬▬▬ ▬▬ ▬▬▬▬ ▬▬▬ ▬▬▬▬▬▬ ▬▬ ▬▬▬ ▬▬▬▬ ▬▬▬▬▬ ▬▬ ▬▬▬ ▬▬▬▬ ▬▬▬▬▬ ▬▬▬ ▬▬▬▬ ▬▬ ▬▬▬▬▬ ▬▬▬ ▬▬▬▬ ▬▬ ▬▬▬ ▬▬▬▬▬ ▬▬▬▬ ▬▬ ▬▬▬▬▬ ▬▬▬ ▬▬▬▬: [144, 559, 376, 823]
- column-center-right: [382, 24, 516, 1183]
- divider: [144, 827, 376, 828]
- subheadline-izmir: سابق انقره وکیلی محمود اسعد بک: [389, 44, 509, 54]
- headline-dividing: دیبوبک تقسیمی مسئله سی: [390, 712, 508, 742]
- subheadline-governor: بر جوق آی ماذونیت آلدی: [43, 1186, 129, 1197]
- subheadline-lack-of-power: ـ فیلنیسم ده آیری ـ: [227, 546, 293, 557]
- subheadline-assembly-2: استقراض — اطراف حدمت مجبوریه قانونی: [556, 67, 706, 77]
- newspaper-page: [28, 18, 742, 1293]
